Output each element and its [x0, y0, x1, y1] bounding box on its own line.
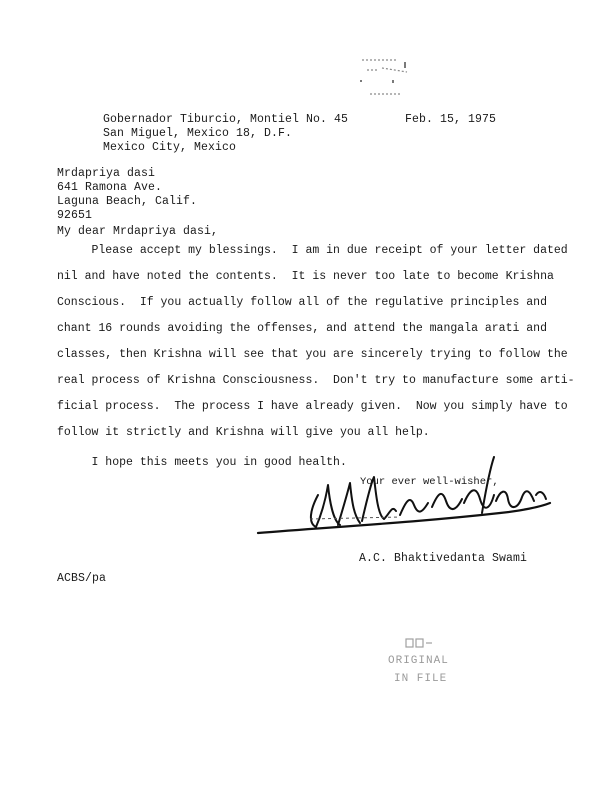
- typist-initials: ACBS/pa: [57, 572, 107, 585]
- file-stamp-line-2: IN FILE: [394, 673, 448, 685]
- body-line: chant 16 rounds avoiding the offenses, and attend the mangala arati and: [57, 322, 547, 335]
- body-line: Conscious. If you actually follow all of the regulative principles and: [57, 296, 547, 309]
- sender-address-line-2: San Miguel, Mexico 18, D.F.: [103, 127, 293, 140]
- recipient-city: Laguna Beach, Calif.: [57, 195, 198, 208]
- body-line: ficial process. The process I have already given. Now you simply have to: [57, 400, 568, 413]
- signer-name: A.C. Bhaktivedanta Swami: [359, 552, 528, 565]
- recipient-zip: 92651: [57, 209, 93, 222]
- faint-stamp-mark: [352, 52, 422, 102]
- recipient-street: 641 Ramona Ave.: [57, 181, 163, 194]
- body-line: follow it strictly and Krishna will give you all help.: [57, 426, 430, 439]
- salutation: My dear Mrdapriya dasi,: [57, 225, 219, 238]
- file-stamp: [380, 636, 470, 698]
- recipient-name: Mrdapriya dasi: [57, 167, 156, 180]
- body-line: nil and have noted the contents. It is never too late to become Krishna: [57, 270, 554, 283]
- handwritten-signature: [250, 455, 560, 545]
- sender-address-line-1: Gobernador Tiburcio, Montiel No. 45: [103, 113, 349, 126]
- body-line: Please accept my blessings. I am in due receipt of your letter dated: [57, 244, 568, 257]
- stamp-mark-icon: [404, 636, 434, 650]
- complimentary-close: Your ever well-wisher,: [360, 476, 499, 488]
- letter-date: Feb. 15, 1975: [405, 113, 497, 126]
- body-line: real process of Krishna Consciousness. Don't try to manufacture some arti-: [57, 374, 575, 387]
- sender-address-line-3: Mexico City, Mexico: [103, 141, 237, 154]
- body-line: classes, then Krishna will see that you are sincerely trying to follow the: [57, 348, 568, 361]
- file-stamp-line-1: ORIGINAL: [388, 655, 449, 667]
- closing-line: I hope this meets you in good health.: [57, 456, 347, 469]
